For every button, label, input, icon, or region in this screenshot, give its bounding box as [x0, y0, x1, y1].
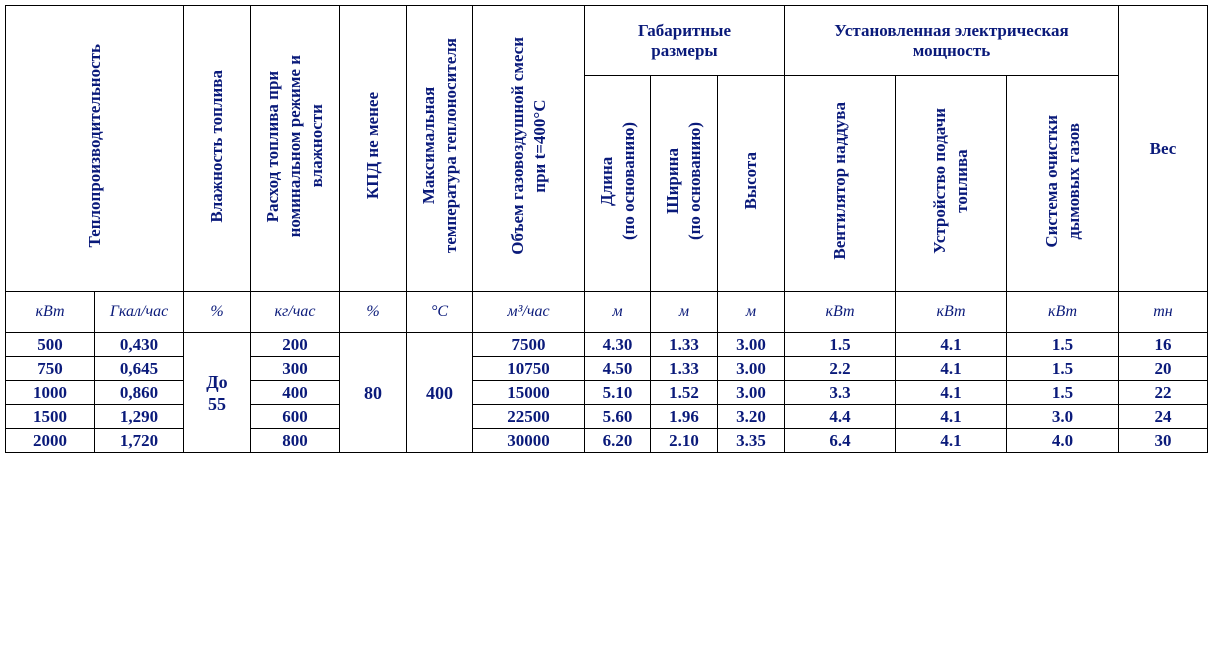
cell-height: 3.00 [718, 333, 785, 357]
cell-fuel: 800 [251, 429, 340, 453]
cell-weight: 24 [1119, 405, 1208, 429]
cell-fan: 6.4 [785, 429, 896, 453]
cell-fuel: 200 [251, 333, 340, 357]
header-height [718, 76, 785, 292]
cell-gcal: 0,860 [95, 381, 184, 405]
unit-cell: м [718, 292, 785, 333]
header-fuel-consumption-line3: влажности [307, 104, 326, 188]
cell-max-temp-merged: 400 [407, 333, 473, 453]
unit-cell: м [651, 292, 718, 333]
header-cleaning-line2: дымовых газов [1063, 122, 1083, 240]
cell-feeder: 4.1 [896, 357, 1007, 381]
header-cleaning [1007, 76, 1119, 292]
moisture-line2: 55 [208, 393, 226, 414]
cell-height: 3.00 [718, 381, 785, 405]
cell-length: 5.60 [585, 405, 651, 429]
cell-volume: 7500 [473, 333, 585, 357]
table-row [6, 333, 1208, 357]
units-row [6, 292, 1208, 333]
cell-cleaning: 3.0 [1007, 405, 1119, 429]
header-power-line1: Установленная электрическая [834, 20, 1069, 40]
cell-width: 1.96 [651, 405, 718, 429]
unit-cell: % [340, 292, 407, 333]
cell-weight: 30 [1119, 429, 1208, 453]
cell-width: 1.52 [651, 381, 718, 405]
header-max-temp-line2: температура теплоносителя [440, 38, 460, 254]
cell-kw: 1000 [6, 381, 95, 405]
cell-length: 5.10 [585, 381, 651, 405]
header-fan [785, 76, 896, 292]
unit-cell: кг/час [251, 292, 340, 333]
cell-volume: 22500 [473, 405, 585, 429]
header-power-group [785, 6, 1119, 76]
cell-width: 1.33 [651, 333, 718, 357]
header-feeder-line2: топлива [952, 149, 971, 213]
header-gas-volume [473, 6, 585, 292]
cell-fan: 2.2 [785, 357, 896, 381]
header-fan-label: Вентилятор наддува [830, 102, 849, 260]
header-gas-volume-line2: при t=400°С [529, 99, 549, 193]
cell-feeder: 4.1 [896, 333, 1007, 357]
cell-fuel: 300 [251, 357, 340, 381]
cell-weight: 16 [1119, 333, 1208, 357]
header-fuel-consumption-line2: номинальном режиме и [285, 54, 304, 238]
cell-height: 3.35 [718, 429, 785, 453]
cell-kw: 2000 [6, 429, 95, 453]
header-width-line2: (по основанию) [685, 121, 704, 241]
unit-cell: кВт [785, 292, 896, 333]
cell-efficiency-merged: 80 [340, 333, 407, 453]
cell-length: 4.50 [585, 357, 651, 381]
unit-cell: кВт [1007, 292, 1119, 333]
cell-width: 1.33 [651, 357, 718, 381]
moisture-line1: До [206, 371, 228, 392]
header-fuel-moisture [184, 6, 251, 292]
unit-cell: кВт [896, 292, 1007, 333]
cell-height: 3.00 [718, 357, 785, 381]
unit-cell: % [184, 292, 251, 333]
cell-gcal: 1,720 [95, 429, 184, 453]
cell-cleaning: 1.5 [1007, 381, 1119, 405]
cell-fan: 1.5 [785, 333, 896, 357]
cell-feeder: 4.1 [896, 405, 1007, 429]
cell-cleaning: 4.0 [1007, 429, 1119, 453]
header-heat-output [6, 6, 184, 292]
cell-gcal: 1,290 [95, 405, 184, 429]
header-gas-volume-line1: Объем газовоздушной смеси [507, 37, 527, 255]
header-cleaning-line1: Система очистки [1041, 114, 1061, 248]
cell-gcal: 0,430 [95, 333, 184, 357]
header-feeder-line1: Устройство подачи [930, 108, 949, 254]
cell-fuel: 600 [251, 405, 340, 429]
header-dimensions-line2: размеры [651, 40, 718, 60]
cell-cleaning: 1.5 [1007, 333, 1119, 357]
header-heat-output-label: Теплопроизводительность [84, 44, 104, 248]
unit-cell: м³/час [473, 292, 585, 333]
unit-cell: °С [407, 292, 473, 333]
cell-kw: 750 [6, 357, 95, 381]
cell-fan: 3.3 [785, 381, 896, 405]
cell-volume: 15000 [473, 381, 585, 405]
cell-kw: 1500 [6, 405, 95, 429]
header-efficiency-label: КПД не менее [363, 92, 382, 200]
header-dimensions-group [585, 6, 785, 76]
cell-moisture-merged [184, 333, 251, 453]
header-feeder [896, 76, 1007, 292]
cell-weight: 22 [1119, 381, 1208, 405]
unit-cell: м [585, 292, 651, 333]
header-max-temp [407, 6, 473, 292]
header-max-temp-line1: Максимальная [418, 87, 438, 205]
header-fuel-moisture-label: Влажность топлива [207, 69, 226, 223]
cell-cleaning: 1.5 [1007, 357, 1119, 381]
cell-width: 2.10 [651, 429, 718, 453]
cell-length: 6.20 [585, 429, 651, 453]
header-length [585, 76, 651, 292]
cell-feeder: 4.1 [896, 381, 1007, 405]
cell-volume: 10750 [473, 357, 585, 381]
header-fuel-consumption [251, 6, 340, 292]
unit-cell: тн [1119, 292, 1208, 333]
cell-feeder: 4.1 [896, 429, 1007, 453]
cell-length: 4.30 [585, 333, 651, 357]
header-length-line2: (по основанию) [618, 121, 638, 241]
header-width [651, 76, 718, 292]
unit-cell: Гкал/час [95, 292, 184, 333]
cell-kw: 500 [6, 333, 95, 357]
cell-fan: 4.4 [785, 405, 896, 429]
header-dimensions-line1: Габаритные [637, 20, 732, 40]
header-fuel-consumption-line1: Расход топлива при [263, 70, 282, 222]
header-weight: Вес [1119, 6, 1208, 292]
cell-volume: 30000 [473, 429, 585, 453]
unit-cell: кВт [6, 292, 95, 333]
cell-fuel: 400 [251, 381, 340, 405]
header-length-line1: Длина [596, 156, 616, 206]
header-power-line2: мощность [912, 40, 991, 60]
header-efficiency [340, 6, 407, 292]
cell-height: 3.20 [718, 405, 785, 429]
header-width-line1: Ширина [663, 147, 682, 214]
boiler-spec-table [5, 5, 1208, 453]
header-height-label: Высота [741, 152, 760, 210]
cell-weight: 20 [1119, 357, 1208, 381]
cell-gcal: 0,645 [95, 357, 184, 381]
